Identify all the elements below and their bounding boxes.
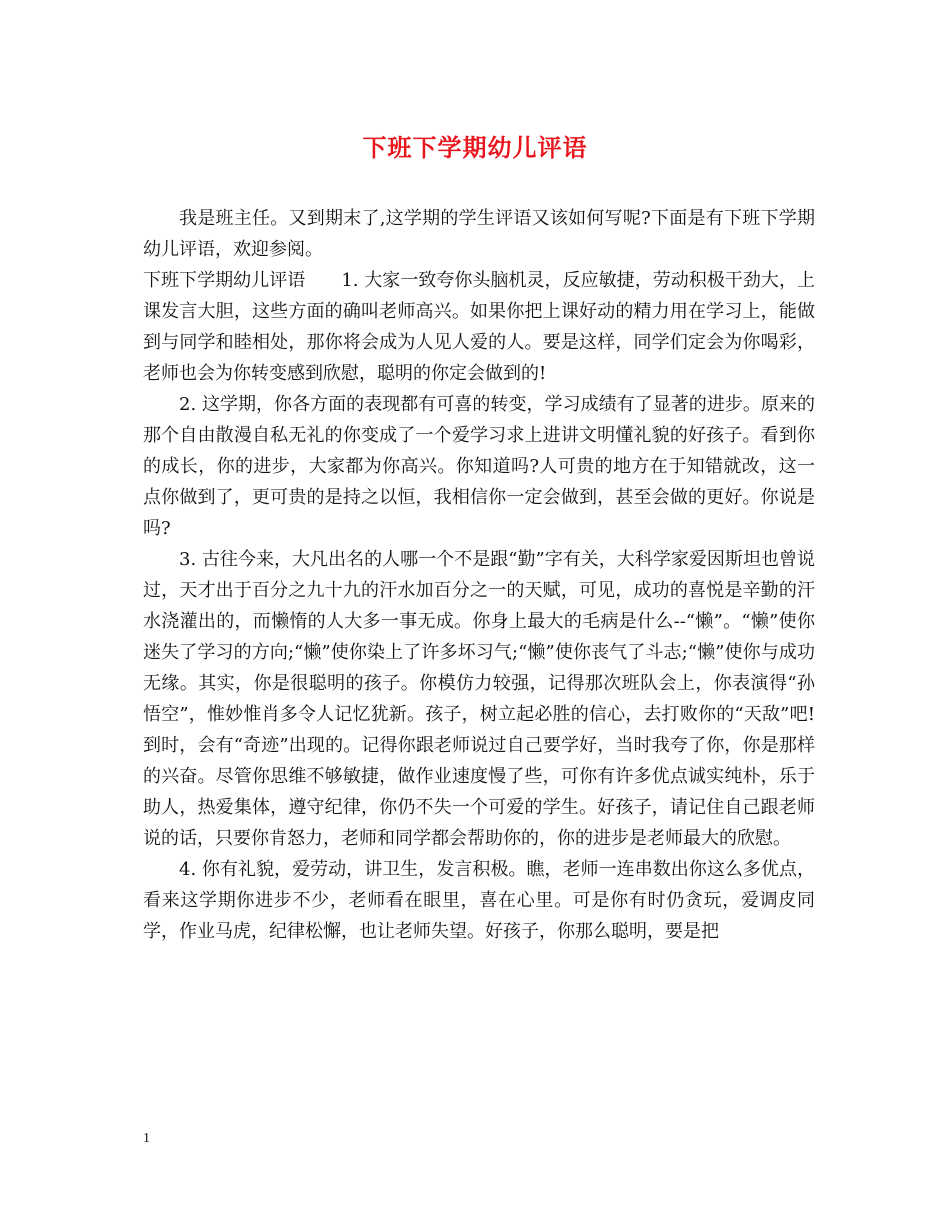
comment-paragraph-1: 下班下学期幼儿评语 1. 大家一致夸你头脑机灵，反应敏捷，劳动积极干劲大，上课发言大胆，这些方面的确叫老师高兴。如果你把上课好动的精力用在学习上，能做到与同学和睦相处，那你将会成为人见人爱的人。要是这样，同学们定会为你喝彩，老师也会为你转变感到欣慰，聪明的你定会做到的! <box>143 270 815 384</box>
intro-paragraph: 我是班主任。又到期末了,这学期的学生评语又该如何写呢?下面是有下班下学期幼儿评语，欢迎参阅。 <box>143 208 815 260</box>
comment-paragraph-4: 4. 你有礼貌，爱劳动，讲卫生，发言积极。瞧，老师一连串数出你这么多优点，看来这学期你进步不少，老师看在眼里，喜在心里。可是你有时仍贪玩，爱调皮同学，作业马虎，纪律松懈，也让老师失望。好孩子，你那么聪明，要是把 <box>143 859 815 942</box>
document-body <box>143 203 815 947</box>
comment-paragraph-2: 2. 这学期，你各方面的表现都有可喜的转变，学习成绩有了显著的进步。原来的那个自由散漫自私无礼的你变成了一个爱学习求上进讲文明懂礼貌的好孩子。看到你的成长，你的进步，大家都为你高兴。你知道吗?人可贵的地方在于知错就改，这一点你做到了，更可贵的是持之以恒，我相信你一定会做到，甚至会做的更好。你说是吗? <box>143 394 815 539</box>
comment-paragraph-3: 3. 古往今来，大凡出名的人哪一个不是跟“勤”字有关，大科学家爱因斯坦也曾说过，天才出于百分之九十九的汗水加百分之一的天赋，可见，成功的喜悦是辛勤的汗水浇灌出的，而懒惰的人大多一事无成。你身上最大的毛病是什么--“懒”。“懒”使你迷失了学习的方向;“懒”使你染上了许多坏习气;“懒”使你丧气了斗志;“懒”使你与成功无缘。其实，你是很聪明的孩子。你模仿力较强，记得那次班队会上，你表演得“孙悟空”，惟妙惟肖多令人记忆犹新。孩子，树立起必胜的信心，去打败你的“天敌”吧!到时，会有“奇迹”出现的。记得你跟老师说过自己要学好，当时我夸了你，你是那样的兴奋。尽管你思维不够敏捷，做作业速度慢了些，可你有许多优点诚实纯朴，乐于助人，热爱集体，遵守纪律，你仍不失一个可爱的学生。好孩子，请记住自己跟老师说的话，只要你肯怒力，老师和同学都会帮助你的，你的进步是老师最大的欣慰。 <box>143 549 815 849</box>
document-title: 下班下学期幼儿评语 <box>362 134 588 162</box>
page-number: 1 <box>143 1131 150 1146</box>
